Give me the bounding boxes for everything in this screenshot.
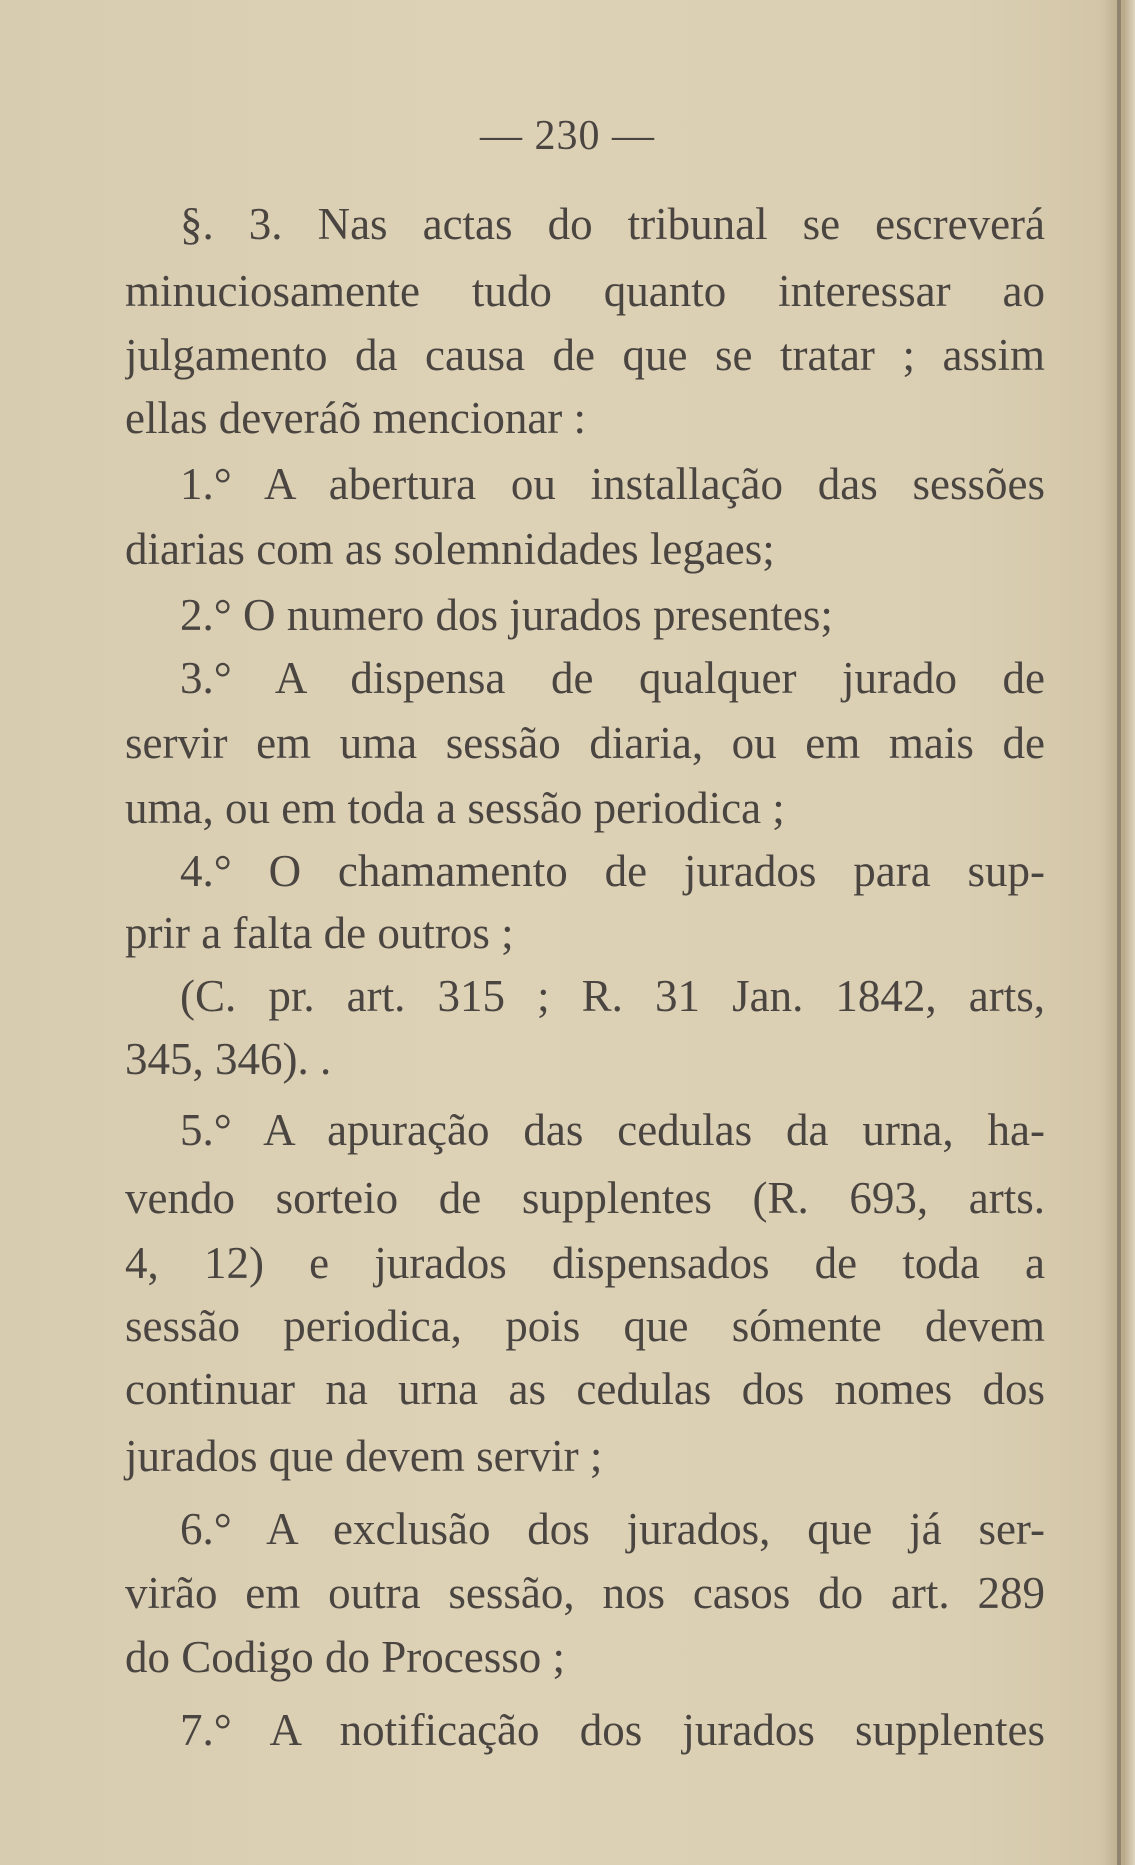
text-line: diarias com as solemnidades legaes; (125, 524, 775, 574)
text-line: vendo sorteio de supplentes (R. 693, arts. (125, 1173, 1045, 1223)
text-line: continuar na urna as cedulas dos nomes dos (125, 1364, 1045, 1414)
text-line: uma, ou em toda a sessão periodica ; (125, 783, 785, 833)
text-line: sessão periodica, pois que sómente devem (125, 1301, 1045, 1351)
text-line: 6.° A exclusão dos jurados, que já ser- (180, 1504, 1045, 1554)
text-line: 7.° A notificação dos jurados supplentes (180, 1705, 1045, 1755)
text-line: 2.° O numero dos jurados presentes; (180, 590, 833, 640)
text-line: do Codigo do Processo ; (125, 1632, 566, 1682)
text-line: 345, 346). . (125, 1034, 332, 1084)
page-edge (1117, 0, 1121, 1865)
text-line: prir a falta de outros ; (125, 908, 514, 958)
text-line: servir em uma sessão diaria, ou em mais de (125, 718, 1045, 768)
text-line: (C. pr. art. 315 ; R. 31 Jan. 1842, arts, (180, 971, 1045, 1021)
text-line: 4, 12) e jurados dispensados de toda a (125, 1238, 1045, 1288)
text-line: virão em outra sessão, nos casos do art. 289 (125, 1568, 1045, 1618)
text-line: julgamento da causa de que se tratar ; assim (125, 330, 1045, 380)
text-line: minuciosamente tudo quanto interessar ao (125, 266, 1045, 316)
text-line: 1.° A abertura ou installação das sessões (180, 459, 1045, 509)
text-line: 3.° A dispensa de qualquer jurado de (180, 653, 1045, 703)
page-number: — 230 — (480, 113, 655, 159)
text-line: ellas deveráõ mencionar : (125, 393, 587, 443)
text-line: 4.° O chamamento de jurados para sup- (180, 846, 1045, 896)
text-line: 5.° A apuração das cedulas da urna, ha- (180, 1105, 1045, 1155)
text-line: §. 3. Nas actas do tribunal se escreverá (180, 199, 1045, 249)
text-line: jurados que devem servir ; (125, 1431, 603, 1481)
